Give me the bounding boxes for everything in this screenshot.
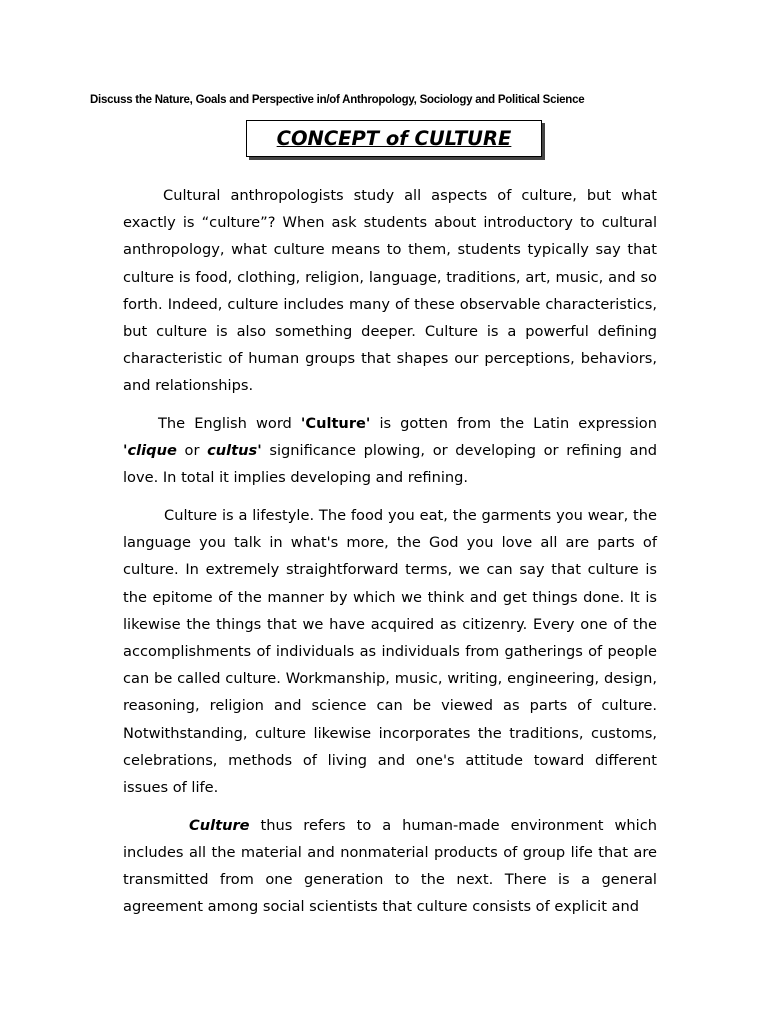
term-culture-italic: Culture — [189, 816, 250, 834]
document-body — [123, 182, 657, 931]
term-cultus-quote: ' — [257, 442, 262, 460]
document-header: Discuss the Nature, Goals and Perspective in/of Anthropology, Sociology and Political Science — [90, 94, 585, 106]
paragraph-2-text-c: or — [176, 442, 208, 460]
page-title: CONCEPT of CULTURE — [276, 127, 512, 150]
term-cultus: cultus — [207, 442, 258, 460]
paragraph-2-text-d: significance plowing, or developing or refining and love. In total it implies developing and refining. — [123, 442, 657, 487]
term-clique: 'clique — [123, 442, 177, 460]
title-box — [246, 120, 542, 157]
paragraph-2 — [123, 410, 657, 492]
paragraph-2-text-b: is gotten from the Latin expression — [370, 415, 657, 433]
paragraph-1: Cultural anthropologists study all aspects of culture, but what exactly is “culture”? When ask students about introductory to cultural anthropology, what culture means to them, students typically say that culture is food, clothing, religion, language, traditions, art, music, and so forth. Indeed, culture includes many of these observable characteristics, but culture is also something deeper. Culture is a powerful defining characteristic of human groups that shapes our perceptions, behaviors, and relationships. — [123, 187, 657, 395]
paragraph-2-text-a: The English word — [158, 415, 301, 433]
term-culture: 'Culture' — [300, 415, 371, 433]
paragraph-4-text: thus refers to a human-made environment which includes all the material and nonmaterial products of group life that are transmitted from one generation to the next. There is a general agreement among social scientists that culture consists of explicit and — [123, 816, 657, 916]
paragraph-4 — [123, 812, 657, 921]
paragraph-3: Culture is a lifestyle. The food you eat, the garments you wear, the language you talk in what's more, the God you love all are parts of culture. In extremely straightforward terms, we can say that culture is the epitome of the manner by which we think and get things done. It is likewise the things that we have acquired as citizenry. Every one of the accomplishments of individuals as individuals from gatherings of people can be called culture. Workmanship, music, writing, engineering, design, reasoning, religion and science can be viewed as parts of culture. Notwithstanding, culture likewise incorporates the traditions, customs, celebrations, methods of living and one's attitude toward different issues of life. — [123, 507, 657, 797]
